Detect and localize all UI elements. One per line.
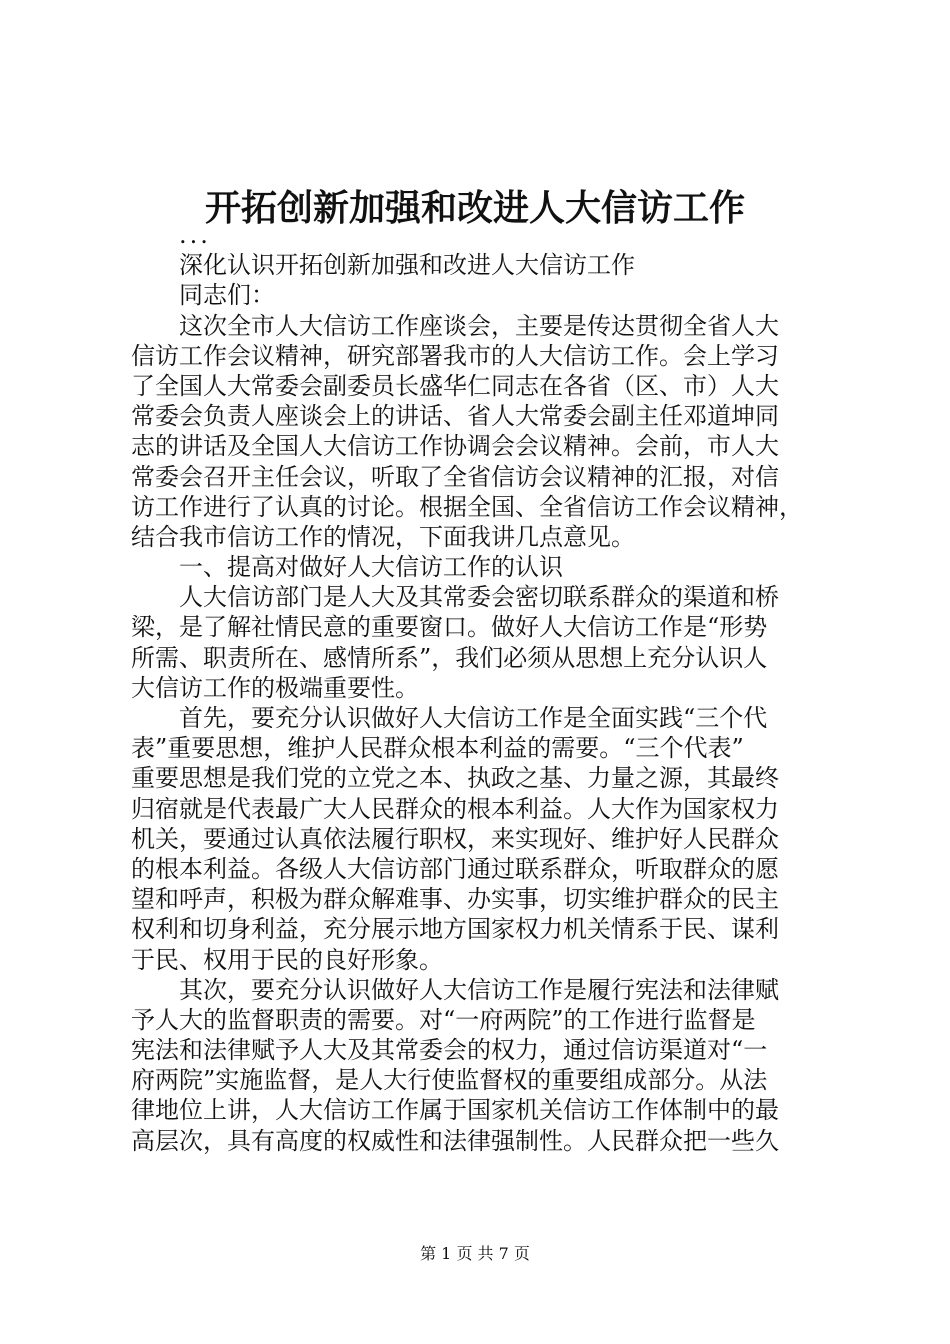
body-line: 人大信访部门是人大及其常委会密切联系群众的渠道和桥 (179, 583, 779, 612)
body-line: 梁，是了解社情民意的重要窗口。做好人大信访工作是“形势 (131, 613, 768, 642)
body-line: 志的讲话及全国人大信访工作协调会会议精神。会前，市人大 (131, 432, 779, 461)
body-line: 望和呼声，积极为群众解难事、办实事，切实维护群众的民主 (131, 885, 779, 914)
body-line: 宪法和法律赋予人大及其常委会的权力，通过信访渠道对“一 (131, 1036, 768, 1065)
body-line: 了全国人大常委会副委员长盛华仁同志在各省（区、市）人大 (131, 371, 779, 400)
body-line: 常委会召开主任会议，听取了全省信访会议精神的汇报，对信 (131, 462, 779, 491)
body-line: 权利和切身利益，充分展示地方国家权力机关情系于民、谋利 (131, 915, 779, 944)
body-line: 所需、职责所在、感情所系”，我们必须从思想上充分认识人 (131, 643, 768, 672)
body-line: 结合我市信访工作的情况，下面我讲几点意见。 (131, 522, 635, 551)
body-line: 归宿就是代表最广大人民群众的根本利益。人大作为国家权力 (131, 794, 779, 823)
document-title: 开拓创新加强和改进人大信访工作 (204, 187, 745, 229)
body-line: 予人大的监督职责的需要。对“一府两院”的工作进行监督是 (131, 1005, 756, 1034)
body-line: 于民、权用于民的良好形象。 (131, 945, 443, 974)
body-line: 府两院”实施监督，是人大行使监督权的重要组成部分。从法 (131, 1066, 768, 1095)
body-line: 这次全市人大信访工作座谈会，主要是传达贯彻全省人大 (179, 311, 779, 340)
page-number-footer: 第 1 页 共 7 页 (420, 1244, 530, 1263)
body-line: 机关，要通过认真依法履行职权，来实现好、维护好人民群众 (131, 824, 779, 853)
body-line: 其次，要充分认识做好人大信访工作是履行宪法和法律赋 (179, 975, 779, 1004)
body-line: 访工作进行了认真的讨论。根据全国、全省信访工作会议精神， (131, 492, 803, 521)
section-heading: 一、提高对做好人大信访工作的认识 (179, 553, 563, 582)
document-body (131, 220, 831, 1156)
body-line: 信访工作会议精神，研究部署我市的人大信访工作。会上学习 (131, 341, 779, 370)
body-line: 常委会负责人座谈会上的讲话、省人大常委会副主任邓道坤同 (131, 402, 779, 431)
salutation-line: 同志们： (179, 281, 275, 310)
body-line: 高层次，具有高度的权威性和法律强制性。人民群众把一些久 (131, 1126, 779, 1155)
body-line: 首先，要充分认识做好人大信访工作是全面实践“三个代 (179, 704, 768, 732)
body-line: 表”重要思想，维护人民群众根本利益的需要。“三个代表” (131, 734, 744, 763)
body-line: 大信访工作的极端重要性。 (131, 673, 419, 702)
body-line: 律地位上讲，人大信访工作属于国家机关信访工作体制中的最 (131, 1096, 779, 1125)
body-line: 重要思想是我们党的立党之本、执政之基、力量之源，其最终 (131, 764, 779, 793)
ellipsis-line: ... (179, 221, 211, 249)
subtitle-line: 深化认识开拓创新加强和改进人大信访工作 (179, 251, 635, 280)
body-line: 的根本利益。各级人大信访部门通过联系群众，听取群众的愿 (131, 854, 779, 883)
